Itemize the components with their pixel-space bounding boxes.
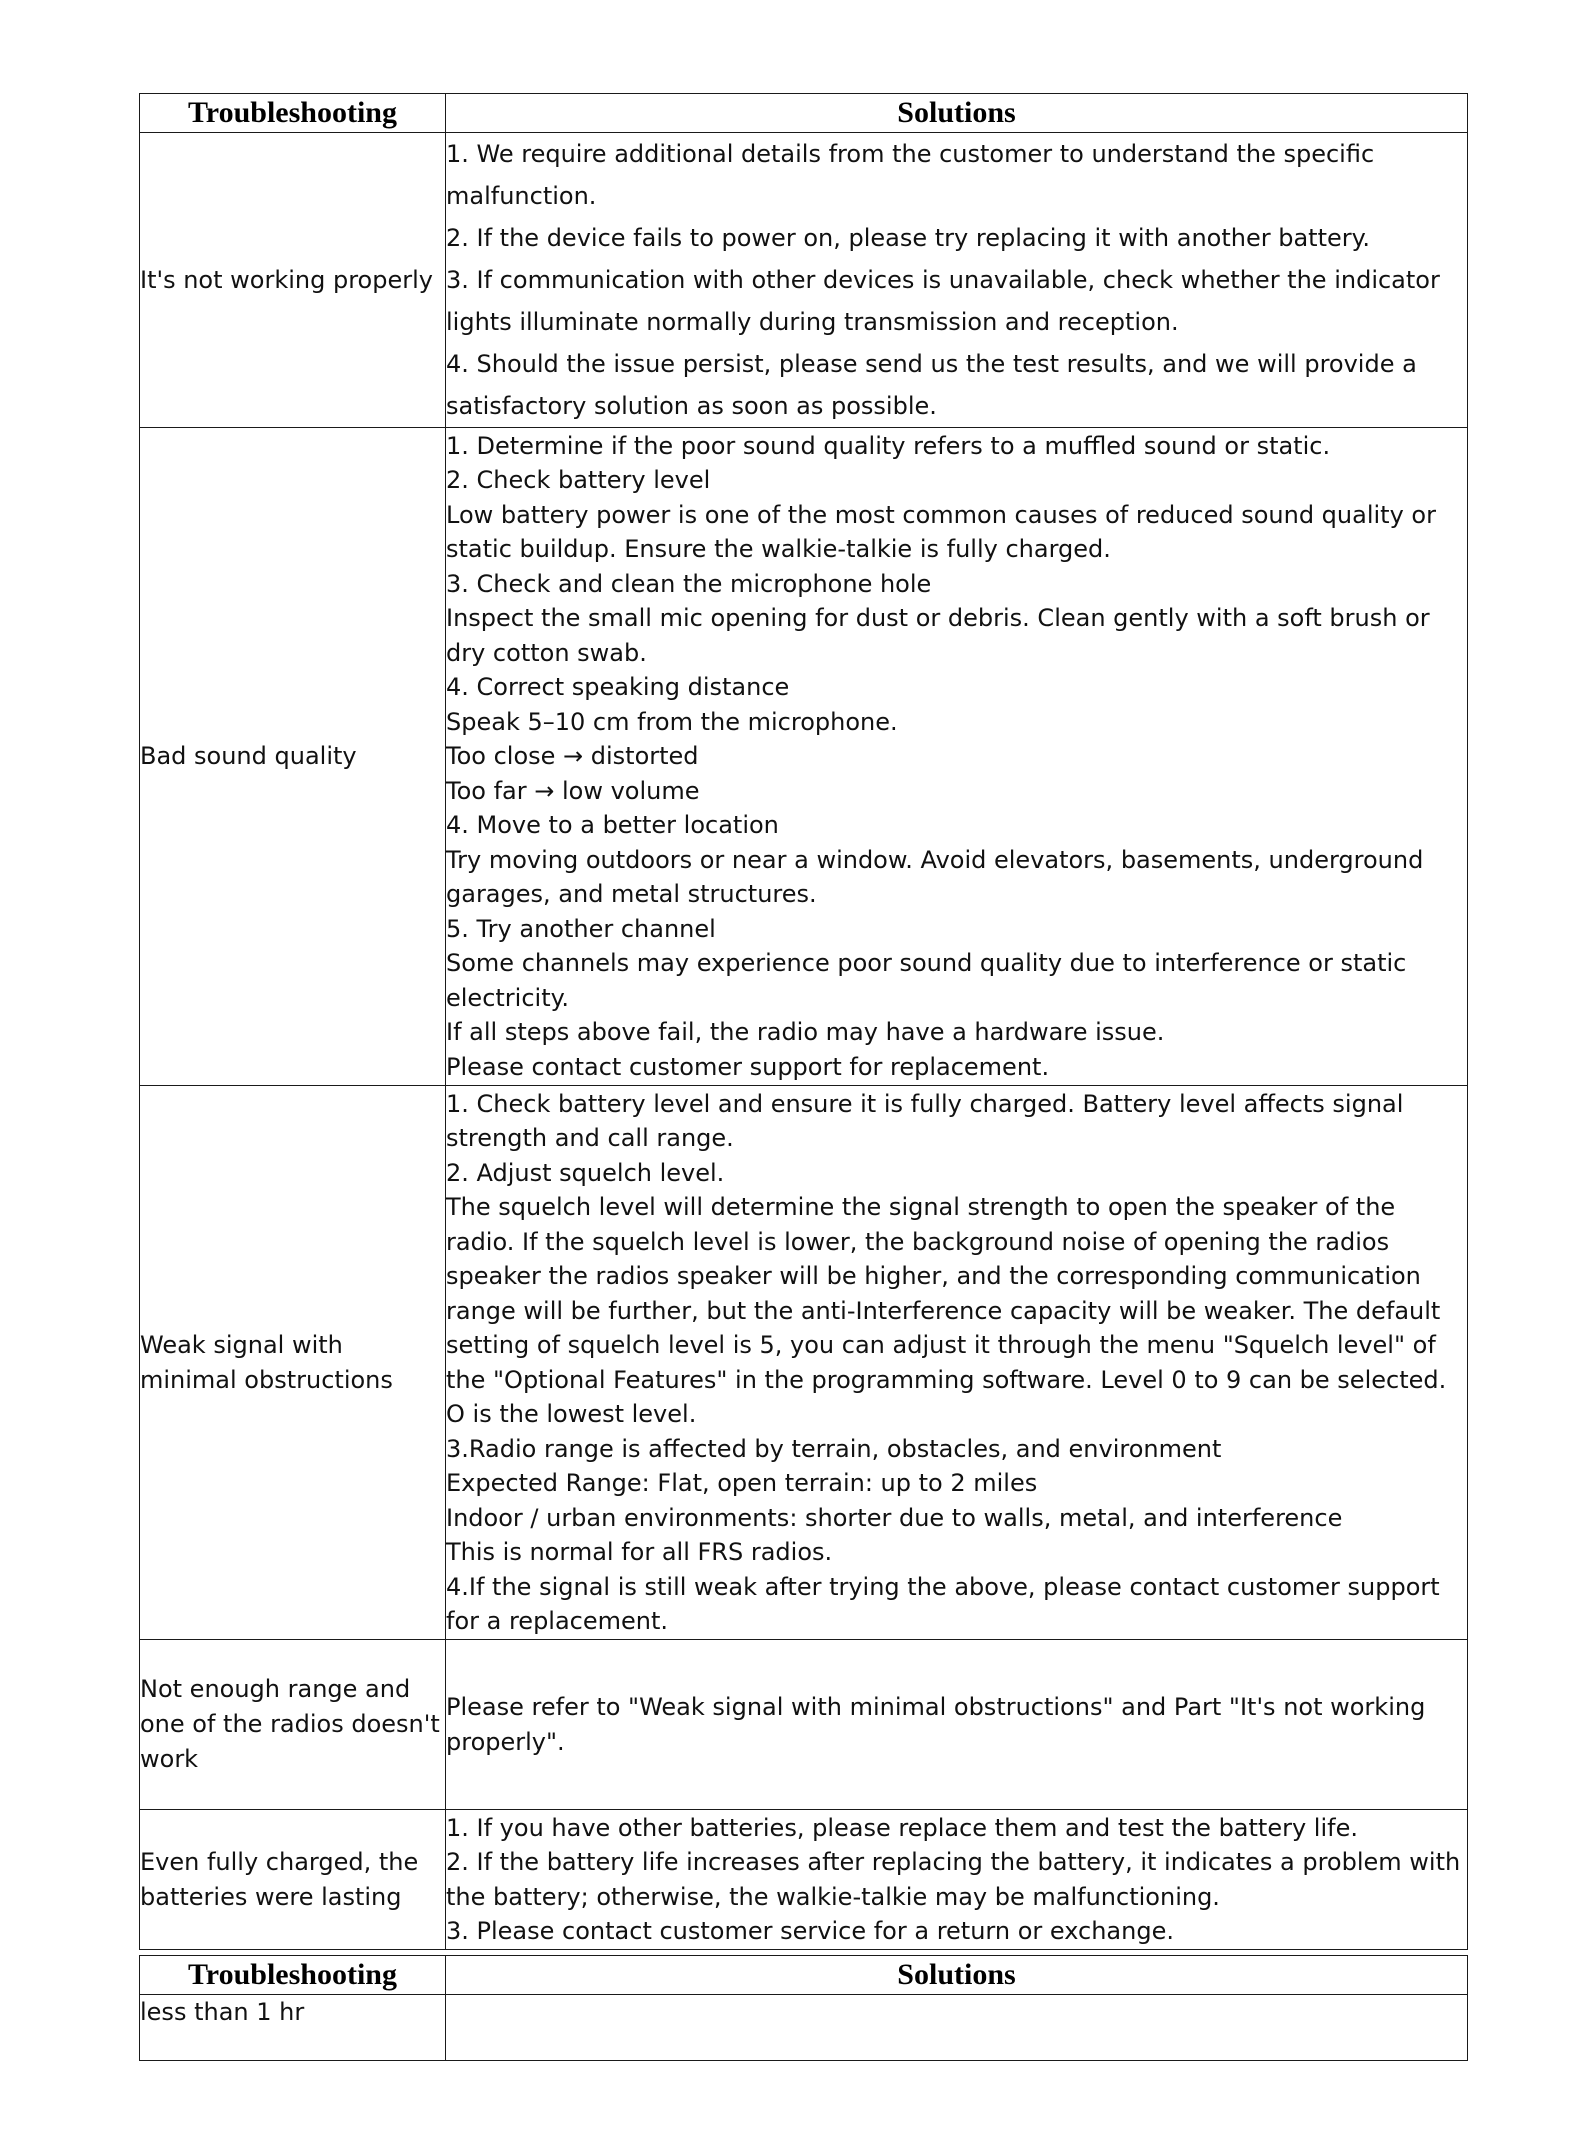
solution-cell — [446, 133, 1468, 428]
table-row — [140, 1995, 1468, 2061]
header-solutions: Solutions — [446, 94, 1468, 133]
header-troubleshooting: Troubleshooting — [140, 1956, 446, 1995]
problem-cell: Not enough range and one of the radios doesn't work — [140, 1640, 446, 1810]
header-solutions: Solutions — [446, 1956, 1468, 1995]
solution-line: 2. If the device fails to power on, please try replacing it with another battery. — [446, 224, 1371, 252]
table-row — [140, 1640, 1468, 1810]
solution-line: 4. Move to a better location — [446, 811, 779, 840]
solution-line: Please refer to "Weak signal with minimal obstructions" and Part "It's not working properly". — [446, 1693, 1426, 1756]
solution-line: 1. If you have other batteries, please replace them and test the battery life. — [446, 1813, 1358, 1842]
solution-line: 4.If the signal is still weak after trying the above, please contact customer support for a replacement. — [446, 1572, 1440, 1635]
solution-line: 1. Determine if the poor sound quality refers to a muffled sound or static. — [446, 431, 1331, 460]
solution-line: 3. Please contact customer service for a return or exchange. — [446, 1917, 1174, 1945]
solution-line: If all steps above fail, the radio may have a hardware issue. — [446, 1018, 1165, 1047]
solution-cell — [446, 1995, 1468, 2061]
problem-cell: It's not working properly — [140, 133, 446, 428]
solution-line: 2. Check battery level — [446, 466, 711, 495]
solution-line: Some channels may experience poor sound quality due to interference or static electricity. — [446, 949, 1407, 1012]
solution-cell — [446, 1086, 1468, 1640]
solution-line: This is normal for all FRS radios. — [446, 1538, 833, 1566]
table-row — [140, 1810, 1468, 1950]
solution-line: Expected Range: Flat, open terrain: up to 2 miles — [446, 1469, 1038, 1497]
solution-line: The squelch level will determine the signal strength to open the speaker of the radio. If the squelch level is lower, the background noise of opening the radios speaker the radios speaker will be higher, and the corresponding communication range will be further, but the anti-Interference capacity will be weaker. The default setting of squelch level is 5, you can adjust it through the menu "Squelch level" of the "Optional Features" in the programming software. Level 0 to 9 can be selected. O is the lowest level. — [446, 1193, 1447, 1428]
table-row — [140, 133, 1468, 428]
problem-cell: Bad sound quality — [140, 428, 446, 1086]
solution-line: 3.Radio range is affected by terrain, obstacles, and environment — [446, 1434, 1222, 1463]
header-troubleshooting: Troubleshooting — [140, 94, 446, 133]
solution-line: 5. Try another channel — [446, 914, 716, 943]
solution-line: Indoor / urban environments: shorter due to walls, metal, and interference — [446, 1503, 1343, 1532]
solution-line: Too close → distorted — [446, 742, 699, 771]
solution-line: Too far → low volume — [446, 776, 700, 805]
solution-cell — [446, 1640, 1468, 1810]
solution-line: 1. Check battery level and ensure it is fully charged. Battery level affects signal strength and call range. — [446, 1089, 1404, 1152]
table-row — [140, 428, 1468, 1086]
troubleshooting-table — [139, 93, 1468, 1950]
problem-cell: Even fully charged, the batteries were lasting — [140, 1810, 446, 1950]
solution-line: Speak 5–10 cm from the microphone. — [446, 707, 898, 736]
solution-line: 1. We require additional details from the customer to understand the specific malfunction. — [446, 140, 1375, 210]
solution-line: Try moving outdoors or near a window. Avoid elevators, basements, underground garages, and metal structures. — [446, 845, 1424, 909]
solution-line: 2. If the battery life increases after replacing the battery, it indicates a problem with the battery; otherwise, the walkie-talkie may be malfunctioning. — [446, 1848, 1461, 1911]
solution-line: Please contact customer support for replacement. — [446, 1052, 1050, 1081]
solution-line: 4. Correct speaking distance — [446, 673, 790, 702]
solution-line: 3. Check and clean the microphone hole — [446, 569, 932, 598]
solution-line: Inspect the small mic opening for dust or debris. Clean gently with a soft brush or dry cotton swab. — [446, 604, 1430, 667]
continuation-table — [139, 1955, 1468, 2061]
solution-cell — [446, 1810, 1468, 1950]
solution-line: Low battery power is one of the most common causes of reduced sound quality or static buildup. Ensure the walkie-talkie is fully charged. — [446, 500, 1436, 564]
solution-line: 4. Should the issue persist, please send us the test results, and we will provide a satisfactory solution as soon as possible. — [446, 350, 1417, 420]
table-row — [140, 1086, 1468, 1640]
table-header-row — [140, 94, 1468, 133]
table-header-row — [140, 1956, 1468, 1995]
problem-cell: Weak signal with minimal obstructions — [140, 1086, 446, 1640]
problem-cell: less than 1 hr — [140, 1995, 446, 2061]
solution-cell — [446, 428, 1468, 1086]
solution-line: 2. Adjust squelch level. — [446, 1158, 725, 1187]
solution-line: 3. If communication with other devices is unavailable, check whether the indicator lights illuminate normally during transmission and reception. — [446, 266, 1440, 336]
